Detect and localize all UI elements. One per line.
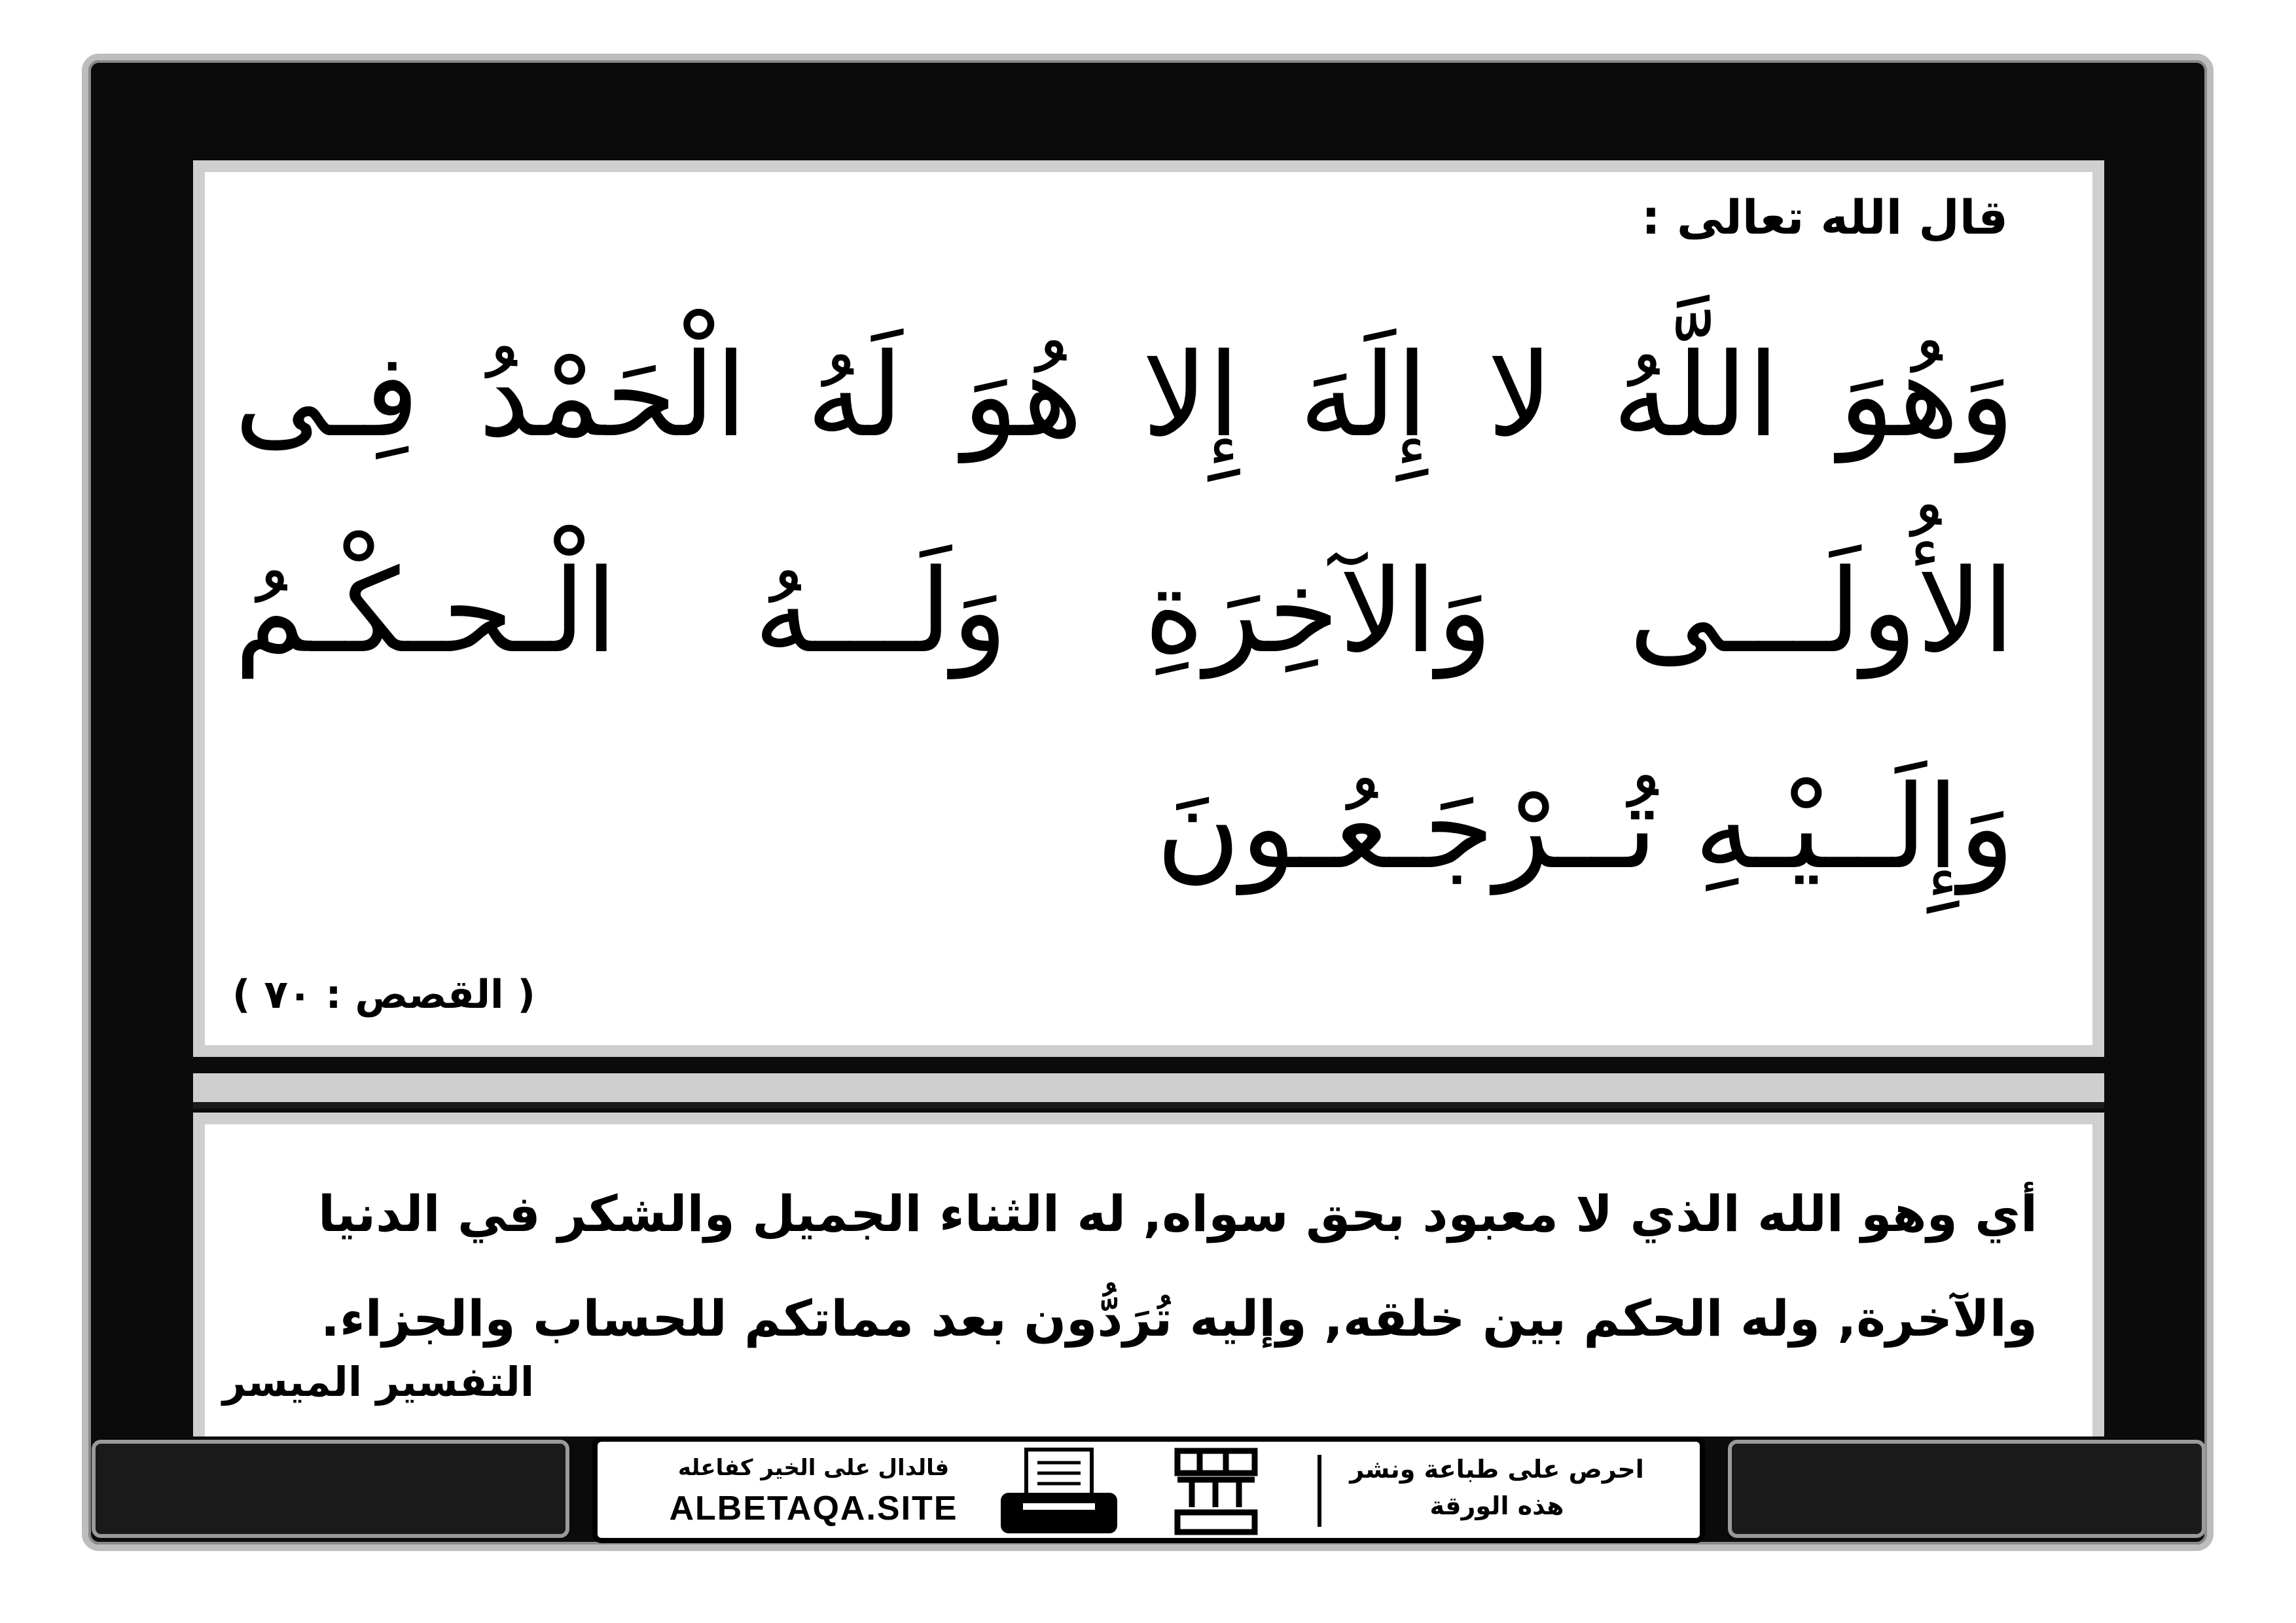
panel-divider-line <box>193 1102 2104 1109</box>
tafsir-text: أي وهو الله الذي لا معبود بحق سواه, له الثناء الجميل والشكر في الدنيا والآخرة, وله الحكم بين خلقه, وإليه تُرَدُّون بعد مماتكم للحساب والجزاء. <box>317 1185 2037 1347</box>
verse-intro: قال الله تعالى : <box>1641 190 2008 245</box>
kufic-logo-icon <box>1174 1447 1259 1535</box>
footer-tagline: فالدال على الخير كفاعله <box>677 1455 950 1481</box>
footer-divider <box>1318 1455 1321 1527</box>
printer-icon <box>997 1447 1121 1541</box>
footer-site-link[interactable]: ALBETAQA.SITE <box>669 1489 958 1527</box>
footer-bar <box>592 1436 1705 1543</box>
footer-left-block <box>92 1440 569 1538</box>
panel-divider <box>193 1073 2104 1103</box>
footer-right-block <box>1728 1440 2206 1538</box>
quran-verse: وَهُوَ اللَّهُ لا إِلَهَ إِلا هُوَ لَهُ الْحَمْدُ فِـى الأُولَـــى وَالآخِرَةِ وَلَـــهُ الْـحـكْـمُ وَإِلَــيْـهِ تُــرْجَـعُـونَ <box>234 329 2015 895</box>
verse-citation: ( القصص : ٧٠ ) <box>232 972 535 1018</box>
print-request-text: احرص على طباعة ونشر هذه الورقة <box>1350 1455 1644 1520</box>
footer-left-text <box>650 1448 977 1529</box>
tafsir-source: التفسير الميسر <box>223 1358 535 1406</box>
